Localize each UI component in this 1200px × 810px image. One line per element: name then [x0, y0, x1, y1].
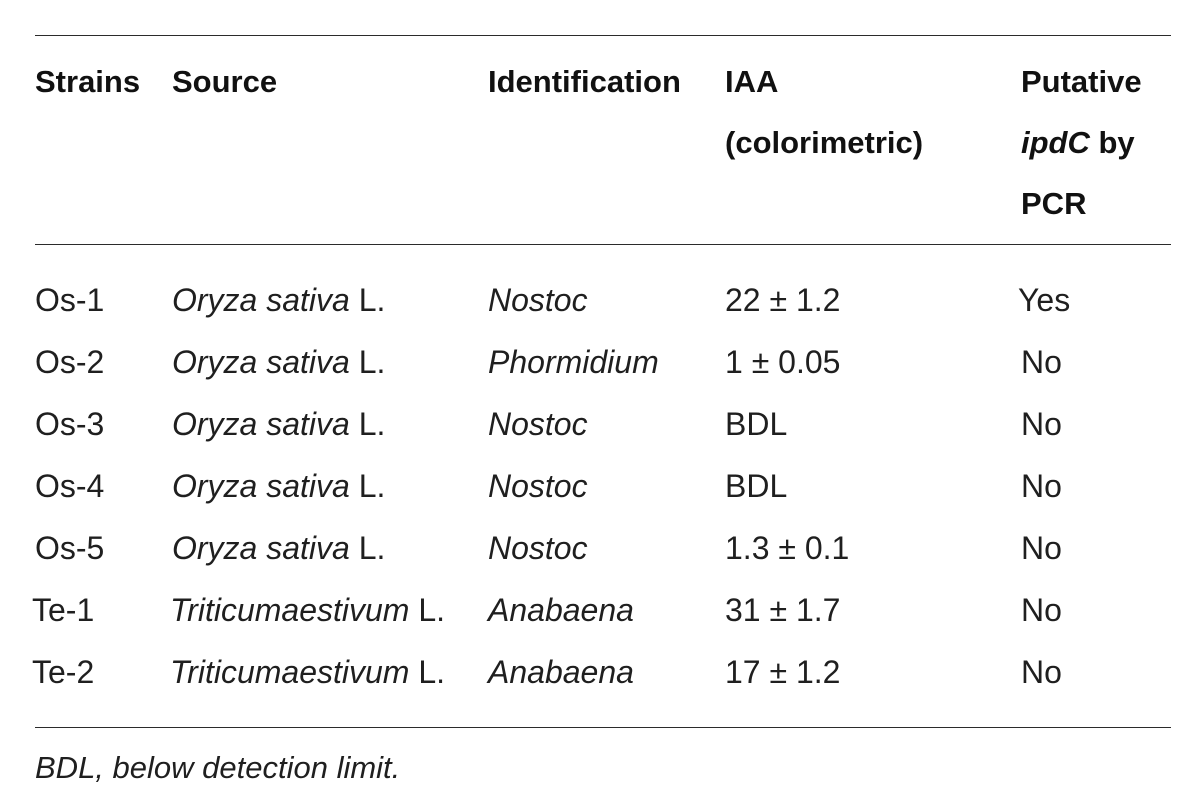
cell-strain: Te-2: [32, 654, 95, 690]
header-strains: Strains: [35, 64, 141, 99]
cell-identification: Phormidium: [488, 344, 659, 380]
species-name: Oryza sativa: [172, 530, 350, 566]
cell-source: [172, 455, 385, 517]
cell-strain: Os-3: [35, 406, 105, 442]
bottom-rule: [35, 727, 1171, 728]
species-authority: L.: [409, 654, 446, 690]
species-authority: L.: [349, 530, 386, 566]
species-name: Triticumaestivum: [170, 654, 410, 690]
species-authority: L.: [349, 344, 386, 380]
cell-iaa: 17 ± 1.2: [725, 654, 841, 690]
species-authority: L.: [349, 468, 386, 504]
header-identification: Identification: [488, 64, 681, 99]
header-putative-line1: Putative: [1021, 64, 1142, 99]
species-name: Oryza sativa: [172, 406, 350, 442]
cell-iaa: 1.3 ± 0.1: [725, 530, 850, 566]
cell-source: [172, 517, 385, 579]
header-iaa: [725, 51, 923, 173]
species-name: Oryza sativa: [172, 282, 350, 318]
cell-ipdc: No: [1021, 406, 1062, 442]
cell-ipdc: No: [1021, 530, 1062, 566]
cell-strain: Os-5: [35, 530, 105, 566]
cell-identification: Anabaena: [488, 654, 634, 690]
species-name: Oryza sativa: [172, 344, 350, 380]
cell-source: [172, 393, 385, 455]
cell-source: [170, 641, 445, 703]
cell-source: [170, 579, 445, 641]
header-putative-line2: [1021, 112, 1142, 173]
cell-identification: Nostoc: [488, 406, 588, 442]
cell-identification: Nostoc: [488, 530, 588, 566]
table-footnote: BDL, below detection limit.: [35, 750, 401, 785]
cell-source: [172, 331, 385, 393]
cell-ipdc: No: [1021, 468, 1062, 504]
cell-iaa: 31 ± 1.7: [725, 592, 841, 628]
cell-ipdc: No: [1021, 344, 1062, 380]
header-by: by: [1089, 125, 1135, 160]
species-authority: L.: [349, 406, 386, 442]
cell-ipdc: Yes: [1018, 282, 1071, 318]
cell-strain: Te-1: [32, 592, 95, 628]
header-ipdc-gene: ipdC: [1021, 125, 1090, 160]
species-name: Triticumaestivum: [170, 592, 410, 628]
cell-strain: Os-4: [35, 468, 105, 504]
header-putative-ipdc: [1021, 51, 1142, 234]
header-putative-line3: PCR: [1021, 186, 1087, 221]
header-iaa-line1: IAA: [725, 64, 779, 99]
cell-iaa: BDL: [725, 406, 788, 442]
species-authority: L.: [349, 282, 386, 318]
cell-source: [172, 269, 385, 331]
header-rule: [35, 244, 1171, 245]
cell-strain: Os-2: [35, 344, 105, 380]
cell-identification: Anabaena: [488, 592, 634, 628]
cell-iaa: 22 ± 1.2: [725, 282, 841, 318]
species-name: Oryza sativa: [172, 468, 350, 504]
cell-ipdc: No: [1021, 654, 1062, 690]
cell-iaa: BDL: [725, 468, 788, 504]
cell-identification: Nostoc: [488, 282, 588, 318]
header-source: Source: [172, 64, 278, 99]
top-rule: [35, 35, 1171, 36]
cell-strain: Os-1: [35, 282, 105, 318]
header-iaa-line2: (colorimetric): [725, 125, 924, 160]
cell-identification: Nostoc: [488, 468, 588, 504]
cell-iaa: 1 ± 0.05: [725, 344, 841, 380]
cell-ipdc: No: [1021, 592, 1062, 628]
species-authority: L.: [409, 592, 446, 628]
